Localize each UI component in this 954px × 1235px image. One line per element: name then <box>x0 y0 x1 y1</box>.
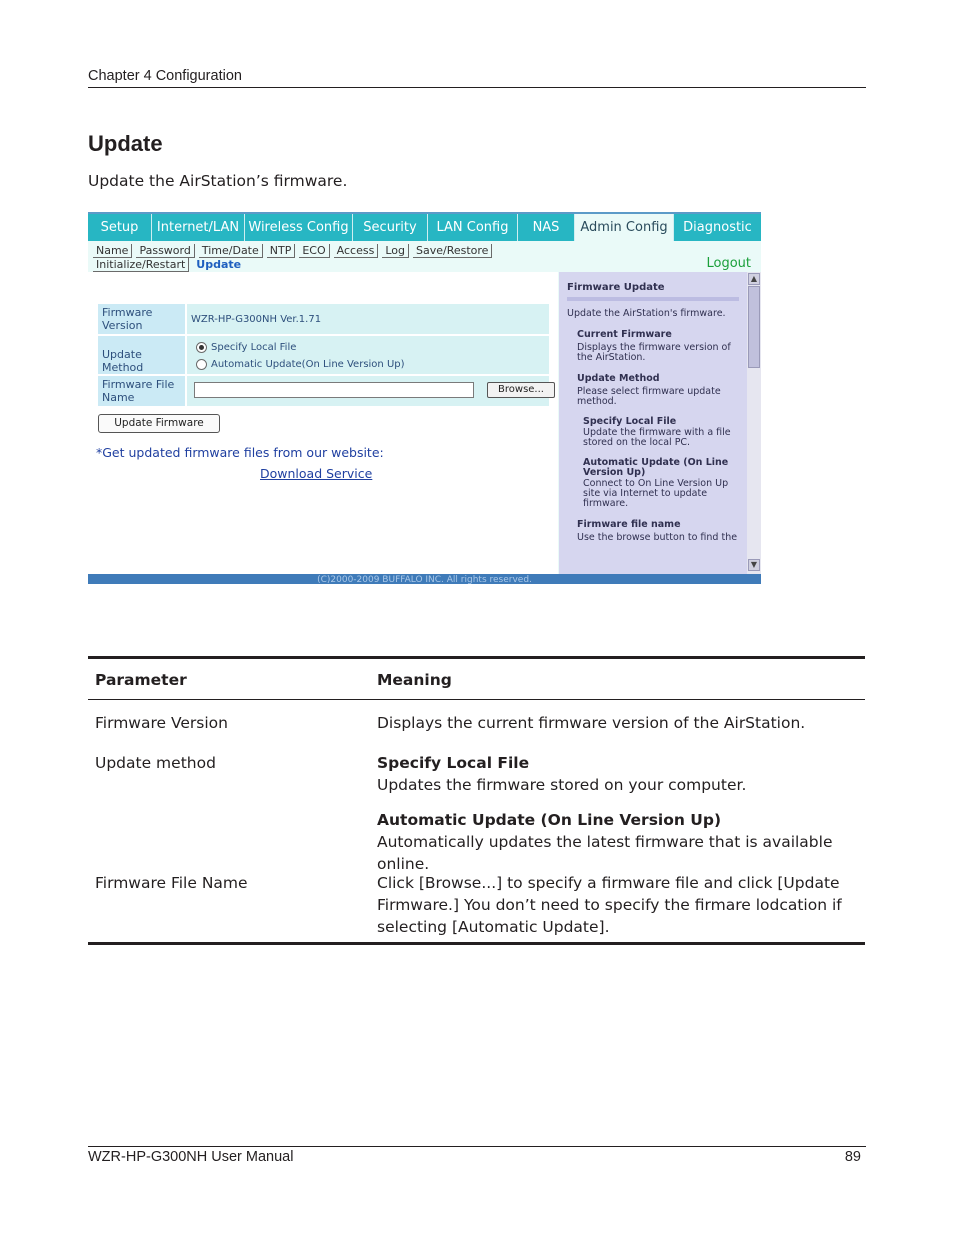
update-method-label: Update Method <box>98 336 187 374</box>
row-update-method-param: Update method <box>95 754 216 772</box>
help-current-title: Current Firmware <box>577 329 672 340</box>
copyright-bar <box>88 574 761 584</box>
update-firmware-button[interactable]: Update Firmware <box>98 414 220 433</box>
help-auto-title: Automatic Update (On Line Version Up) <box>583 457 729 478</box>
firmware-version-label: Firmware Version <box>98 304 187 334</box>
router-ui-screenshot <box>88 212 761 584</box>
help-file-title: Firmware file name <box>577 519 681 530</box>
tab-internet-lan[interactable]: Internet/LAN <box>152 214 245 241</box>
scroll-thumb[interactable] <box>748 286 760 368</box>
scroll-down-icon[interactable]: ▼ <box>748 559 760 571</box>
tab-security[interactable]: Security <box>353 214 428 241</box>
tab-nas[interactable]: NAS <box>518 214 575 241</box>
help-title: Firmware Update <box>567 282 739 301</box>
update-method-row <box>98 336 549 374</box>
page-number: 89 <box>844 1149 861 1165</box>
subnav-log[interactable]: Log <box>382 244 409 258</box>
firmware-file-input[interactable] <box>194 382 474 398</box>
row-firmware-version-meaning: Displays the current firmware version of the AirStation. <box>377 714 806 732</box>
tab-setup[interactable]: Setup <box>88 214 152 241</box>
page-header <box>88 68 866 88</box>
tab-lan-config[interactable]: LAN Config <box>428 214 518 241</box>
subnav-time-date[interactable]: Time/Date <box>199 244 263 258</box>
copyright-text: (C)2000-2009 BUFFALO INC. All rights reserved. <box>317 575 532 584</box>
help-local-title: Specify Local File <box>583 416 677 427</box>
specify-local-file-text: Updates the firmware stored on your computer. <box>377 776 747 794</box>
subnav-ntp[interactable]: NTP <box>267 244 296 258</box>
table-header-row <box>88 659 865 700</box>
file-name-meaning-line-3: selecting [Automatic Update]. <box>377 918 610 936</box>
file-name-meaning-line-1: Click [Browse...] to specify a firmware file and click [Update <box>377 874 840 892</box>
radio-automatic-update[interactable] <box>196 356 405 373</box>
manual-title: WZR-HP-G300NH User Manual <box>88 1149 294 1165</box>
firmware-version-value: WZR-HP-G300NH Ver.1.71 <box>191 314 322 325</box>
help-current-text: Displays the firmware version of the AirStation. <box>577 342 731 363</box>
subnav-initialize-restart[interactable]: Initialize/Restart <box>93 258 189 272</box>
specify-local-file-title: Specify Local File <box>377 754 530 772</box>
firmware-file-row <box>98 376 549 406</box>
subnav-password[interactable]: Password <box>136 244 194 258</box>
help-panel <box>559 272 747 574</box>
header-meaning: Meaning <box>377 671 452 689</box>
automatic-update-title: Automatic Update (On Line Version Up) <box>377 811 722 829</box>
file-name-meaning-line-2: Firmware.] You don’t need to specify the firmare lodcation if <box>377 896 842 914</box>
subnav-save-restore[interactable]: Save/Restore <box>413 244 492 258</box>
row-firmware-file-name-meaning <box>377 872 842 938</box>
firmware-version-row <box>98 304 549 334</box>
update-method-options <box>196 339 405 373</box>
row-firmware-file-name-param: Firmware File Name <box>95 874 248 892</box>
radio-label-auto: Automatic Update(On Line Version Up) <box>211 359 405 370</box>
subnav-access[interactable]: Access <box>334 244 379 258</box>
chapter-label: Chapter 4 Configuration <box>88 68 242 84</box>
page-title: Update <box>88 131 163 156</box>
subnav-row-1 <box>93 244 496 258</box>
tab-admin-config[interactable]: Admin Config <box>575 214 674 241</box>
intro-text: Update the AirStation’s firmware. <box>88 172 348 190</box>
subnav-update[interactable]: Update <box>196 258 242 271</box>
subnav-row-2 <box>93 258 248 272</box>
subnav-name[interactable]: Name <box>93 244 132 258</box>
firmware-form <box>88 272 558 574</box>
help-scrollbar[interactable] <box>747 272 761 574</box>
radio-label-local: Specify Local File <box>211 342 297 353</box>
radio-unchecked-icon[interactable] <box>196 359 207 370</box>
header-parameter: Parameter <box>95 671 187 689</box>
help-method-title: Update Method <box>577 373 660 384</box>
scroll-up-icon[interactable]: ▲ <box>748 273 760 285</box>
download-service-link[interactable]: Download Service <box>260 466 373 481</box>
page-footer <box>88 1146 866 1165</box>
subnav-eco[interactable]: ECO <box>299 244 329 258</box>
logout-link[interactable]: Logout <box>706 256 751 271</box>
help-file-text: Use the browse button to find the <box>577 532 738 543</box>
row-update-method-meaning <box>377 752 865 875</box>
row-firmware-version-param: Firmware Version <box>95 714 228 732</box>
website-note: *Get updated firmware files from our website: <box>96 445 384 460</box>
help-local-text: Update the firmware with a file stored on the local PC. <box>583 427 731 448</box>
tab-diagnostic[interactable]: Diagnostic <box>683 220 752 235</box>
parameter-table <box>88 656 865 945</box>
firmware-file-label: Firmware File Name <box>98 376 187 406</box>
main-tab-bar <box>88 214 761 241</box>
help-auto-text: Connect to On Line Version Up site via Internet to update firmware. <box>583 478 729 509</box>
tab-wireless-config[interactable]: Wireless Config <box>245 214 353 241</box>
sub-navigation <box>88 241 761 272</box>
help-method-text: Please select firmware update method. <box>577 386 721 407</box>
radio-checked-icon[interactable] <box>196 342 207 353</box>
help-intro: Update the AirStation's firmware. <box>567 308 726 319</box>
radio-specify-local-file[interactable] <box>196 339 405 356</box>
automatic-update-text: Automatically updates the latest firmware that is available online. <box>377 833 833 873</box>
browse-button[interactable]: Browse... <box>487 382 555 398</box>
